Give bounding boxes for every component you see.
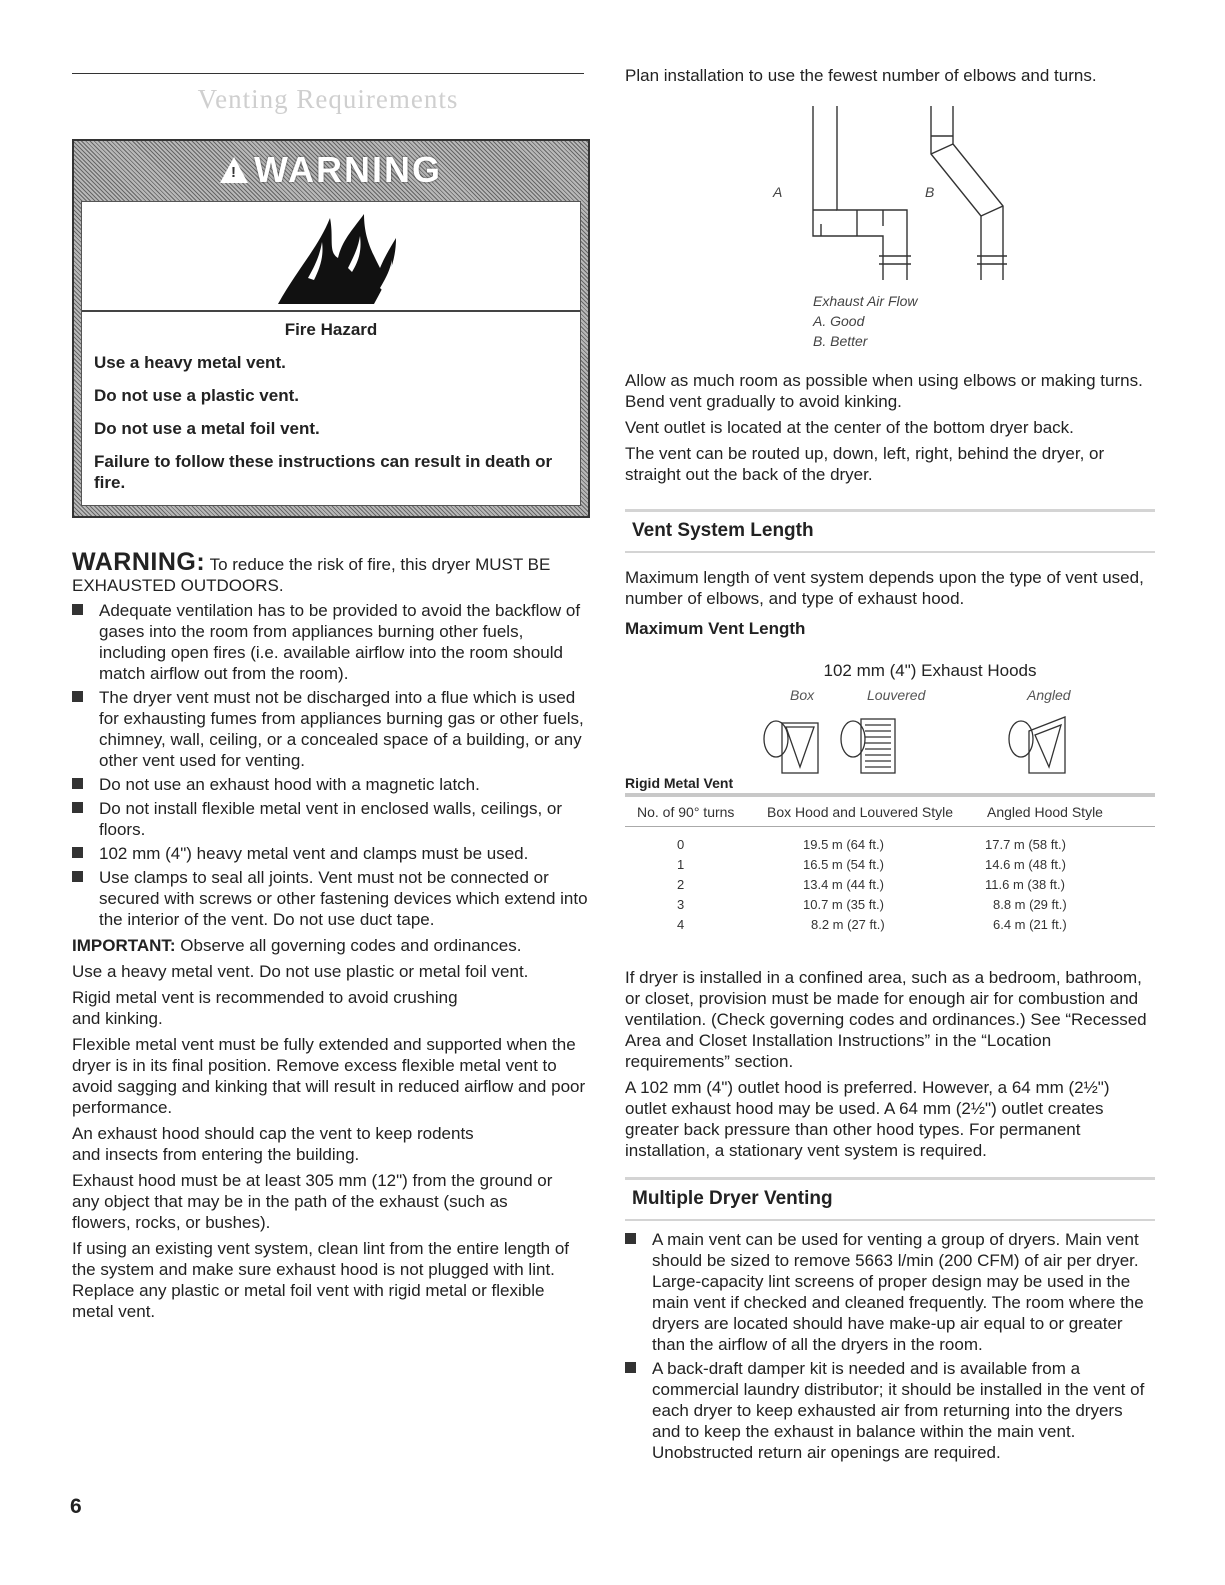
bullet-text: The dryer vent must not be discharged into a flue which is used for exhausting fumes from appliances burning gas or other fuels, chimney, wall, ceiling, or a concealed space of a building, or any other vent used for venting. — [99, 688, 584, 770]
cell-turns: 4 — [677, 917, 685, 932]
warning-line: Do not use a metal foil vent. — [94, 419, 320, 438]
important-note — [72, 935, 590, 956]
warning-line: Failure to follow these instructions can result in death or fire. — [94, 452, 553, 492]
vent-elbow-diagram — [625, 86, 1155, 286]
warning-lead: WARNING: — [72, 548, 206, 576]
bullet-text: Use clamps to seal all joints. Vent must not be connected or secured with screws or other fastening devices which extend into the interior of the vent. Do not use duct tape. — [99, 868, 588, 929]
body-paragraph: A 102 mm (4") outlet hood is preferred. However, a 64 mm (2½") outlet exhaust hood may be used. A 64 mm (2½") outlet creates greater back pressure than other hood types. For permanent installation, a stationary vent system is required. — [625, 1078, 1110, 1160]
warning-word: WARNING — [254, 149, 442, 190]
bullet-text: A back-draft damper kit is needed and is available from a commercial laundry distributor; it should be installed in the vent of each dryer to keep exhausted air from returning into the dryers and to keep the exhaust in balance within the main vent. Unobstructed return air openings are required. — [652, 1359, 1145, 1462]
page-number: 6 — [70, 1495, 82, 1518]
warning-header — [81, 149, 581, 191]
hood-name-angled: Angled — [1027, 687, 1071, 703]
body-paragraph: Exhaust hood must be at least 305 mm (12") from the ground or any object that may be in the path of the exhaust (such as flowers, rocks, or bushes). — [72, 1171, 553, 1232]
multiple-venting-bullets — [625, 1229, 1155, 1463]
table-row — [625, 915, 1155, 935]
list-item — [72, 798, 590, 840]
bullet-square-icon — [72, 691, 83, 702]
table-row — [625, 835, 1155, 855]
hood-name-box: Box — [790, 687, 815, 703]
bullet-text: Do not use an exhaust hood with a magnetic latch. — [99, 775, 480, 794]
flame-area — [82, 202, 580, 312]
body-paragraph: An exhaust hood should cap the vent to keep rodents and insects from entering the building. — [72, 1124, 474, 1164]
body-paragraph: If dryer is installed in a confined area, such as a bedroom, bathroom, or closet, provision must be made for enough air for combustion and ventilation. (Check governing codes and ordinances.) See “Recessed Area and Closet Installation Instructions” in the “Location requirements” section. — [625, 968, 1147, 1071]
cell-box-louvered: 19.5 m (64 ft.) — [803, 837, 884, 852]
section-title: Venting Requirements — [197, 84, 459, 114]
bullet-square-icon — [72, 604, 83, 615]
list-item — [72, 774, 590, 795]
bullet-square-icon — [72, 871, 83, 882]
body-paragraph: Rigid metal vent is recommended to avoid crushing and kinking. — [72, 988, 458, 1028]
cell-turns: 2 — [677, 877, 685, 892]
cell-box-louvered: 16.5 m (54 ft.) — [803, 857, 884, 872]
hood-icons — [625, 707, 1155, 793]
top-rule — [72, 73, 584, 74]
cell-angled: 11.6 m (38 ft.) — [985, 877, 1065, 892]
bullet-text: A main vent can be used for venting a group of dryers. Main vent should be sized to remove 5663 l/min (200 CFM) of air per dryer. Large-capacity lint screens of proper design may be used in the main vent if checked and cleaned frequently. The room where the dryers are located should have make-up air equal to or greater than the airflow of all the dryers in the room. — [652, 1230, 1144, 1354]
important-text: Observe all governing codes and ordinances. — [175, 936, 522, 955]
louvered-hood-icon — [837, 709, 901, 789]
col-header-box-louvered: Box Hood and Louvered Style — [767, 804, 954, 820]
list-item — [625, 1229, 1155, 1355]
body-paragraph: If using an existing vent system, clean lint from the entire length of the system and make sure exhaust hood is not plugged with lint. Replace any plastic or metal foil vent with rigid metal or flexible metal vent. — [72, 1239, 570, 1321]
hazard-title: Fire Hazard — [284, 320, 378, 339]
table-header — [625, 797, 1155, 827]
list-item — [625, 1358, 1155, 1463]
cell-angled: 14.6 m (48 ft.) — [985, 857, 1066, 872]
bullet-square-icon — [72, 778, 83, 789]
left-column — [72, 60, 590, 1322]
caption-title: Exhaust Air Flow — [813, 293, 918, 309]
bullet-text: Do not install flexible metal vent in enclosed walls, ceilings, or floors. — [99, 799, 563, 839]
figure-caption — [813, 291, 918, 351]
hoods-heading: 102 mm (4") Exhaust Hoods — [823, 661, 1037, 680]
warning-line: Do not use a plastic vent. — [94, 386, 299, 405]
fire-hazard-icon — [268, 208, 408, 308]
caption-b: B. Better — [813, 333, 868, 349]
multiple-venting-heading: Multiple Dryer Venting — [625, 1177, 1155, 1221]
list-item — [72, 687, 590, 771]
table-row — [625, 875, 1155, 895]
vent-length-heading: Vent System Length — [625, 509, 1155, 553]
warning-box — [72, 139, 590, 518]
body-paragraph: Vent outlet is located at the center of the bottom dryer back. — [625, 418, 1074, 437]
col-header-angled: Angled Hood Style — [987, 804, 1103, 820]
hood-names — [625, 683, 1155, 707]
important-lead: IMPORTANT: — [72, 936, 176, 955]
body-paragraph: Allow as much room as possible when using elbows or making turns. Bend vent gradually to avoid kinking. — [625, 371, 1143, 411]
bullet-text: 102 mm (4") heavy metal vent and clamps must be used. — [99, 844, 529, 863]
warning-triangle-icon: ! — [220, 157, 248, 183]
list-item — [72, 843, 590, 864]
plan-text: Plan installation to use the fewest number of elbows and turns. — [625, 66, 1097, 85]
body-paragraph: Maximum length of vent system depends upon the type of vent used, number of elbows, and type of exhaust hood. — [625, 568, 1144, 608]
warning-statement — [72, 548, 590, 596]
right-column — [625, 60, 1155, 1463]
cell-box-louvered: 8.2 m (27 ft.) — [811, 917, 885, 932]
bullet-square-icon — [625, 1362, 636, 1373]
body-paragraph: The vent can be routed up, down, left, right, behind the dryer, or straight out the back of the dryer. — [625, 444, 1105, 484]
elbow-figure — [625, 86, 1155, 349]
rigid-metal-vent-label: Rigid Metal Vent — [625, 775, 734, 791]
warning-text: To reduce the risk of fire, this dryer MUST BE EXHAUSTED OUTDOORS. — [72, 555, 551, 595]
figure-label-a: A — [773, 184, 783, 200]
bullet-text: Adequate ventilation has to be provided to avoid the backflow of gases into the room from appliances burning other fuels, including open fires (i.e. available airflow into the room should match airflow out from the room). — [99, 601, 581, 683]
warning-panel — [81, 201, 581, 506]
cell-angled: 6.4 m (21 ft.) — [993, 917, 1067, 932]
warning-bullets — [72, 600, 590, 930]
hood-name-louvered: Louvered — [867, 687, 926, 703]
bullet-square-icon — [625, 1233, 636, 1244]
angled-hood-icon — [1005, 709, 1075, 789]
cell-angled: 8.8 m (29 ft.) — [993, 897, 1067, 912]
box-hood-icon — [760, 709, 824, 789]
table-body — [625, 835, 1155, 935]
figure-label-b: B — [925, 184, 935, 200]
cell-turns: 0 — [677, 837, 685, 852]
cell-box-louvered: 10.7 m (35 ft.) — [803, 897, 884, 912]
body-paragraph: Use a heavy metal vent. Do not use plastic or metal foil vent. — [72, 962, 529, 981]
list-item — [72, 867, 590, 930]
body-paragraph: Flexible metal vent must be fully extended and supported when the dryer is in its final position. Remove excess flexible metal vent to avoid sagging and kinking that will result in reduced airflow and poor performance. — [72, 1035, 586, 1117]
cell-turns: 1 — [677, 857, 685, 872]
bullet-square-icon — [72, 802, 83, 813]
caption-a: A. Good — [813, 313, 865, 329]
max-length-heading: Maximum Vent Length — [625, 619, 806, 638]
cell-angled: 17.7 m (58 ft.) — [985, 837, 1066, 852]
list-item — [72, 600, 590, 684]
col-header-turns: No. of 90° turns — [637, 804, 735, 820]
warning-line: Use a heavy metal vent. — [94, 353, 286, 372]
table-row — [625, 855, 1155, 875]
cell-box-louvered: 13.4 m (44 ft.) — [803, 877, 884, 892]
cell-turns: 3 — [677, 897, 685, 912]
bullet-square-icon — [72, 847, 83, 858]
table-row — [625, 895, 1155, 915]
